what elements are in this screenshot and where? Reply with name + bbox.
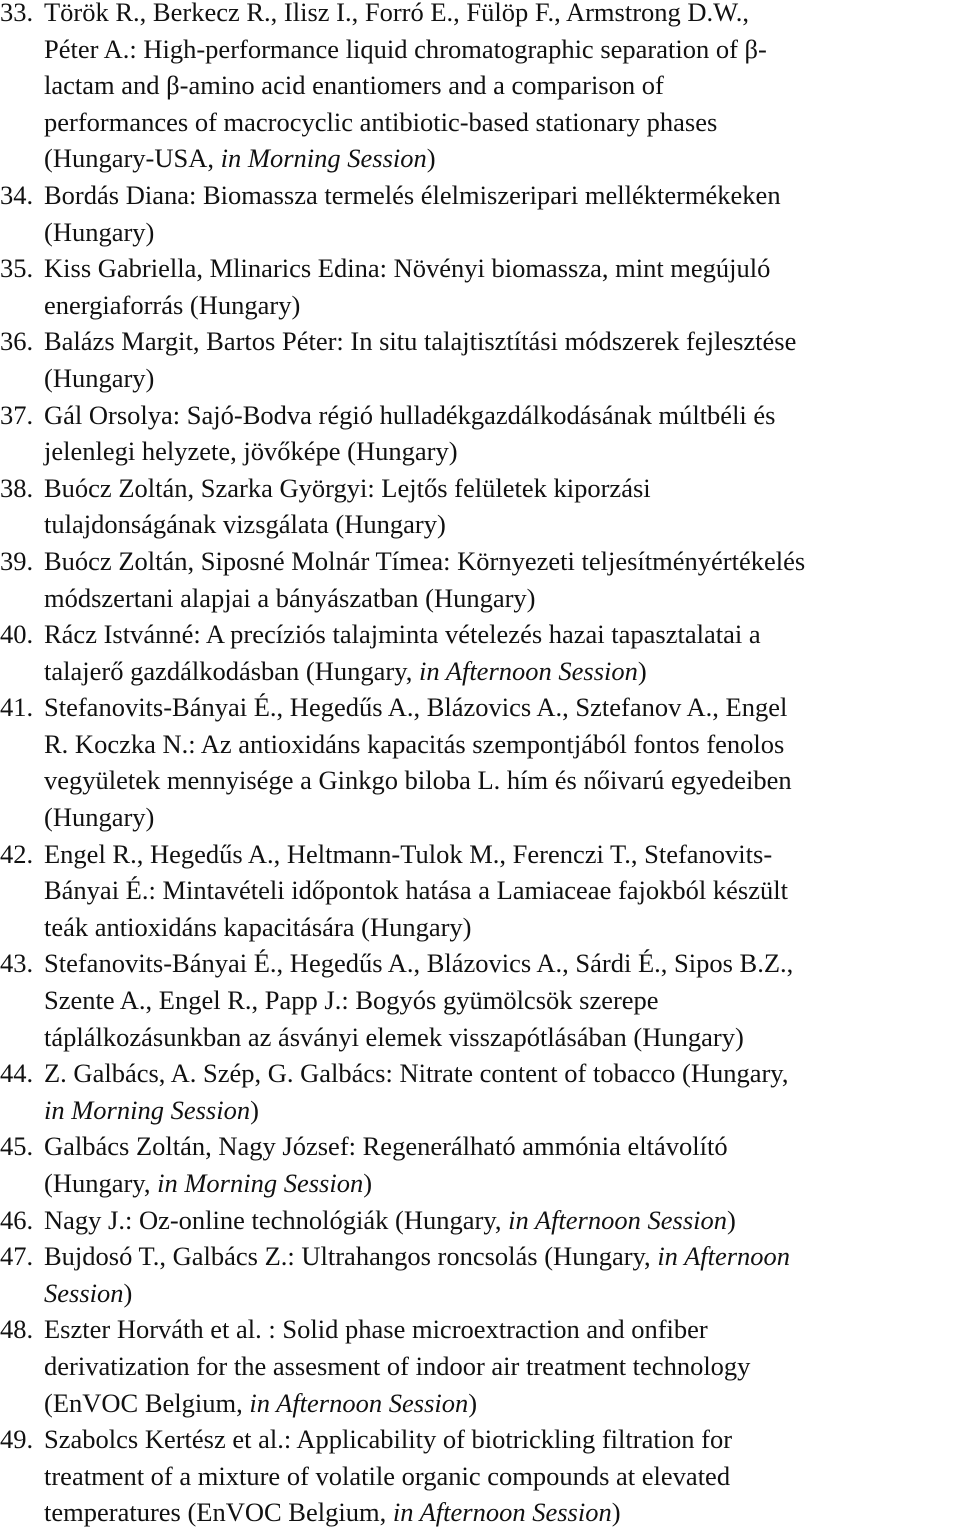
reference-line — [44, 799, 960, 836]
reference-number: 41. — [0, 692, 34, 723]
reference-line — [44, 909, 960, 946]
reference-line — [44, 616, 960, 653]
reference-entry — [0, 1128, 960, 1201]
reference-line — [44, 1019, 960, 1056]
reference-line — [44, 506, 960, 543]
reference-text: tulajdonságának vizsgálata (Hungary) — [44, 509, 446, 540]
reference-text: ) — [611, 1497, 621, 1528]
reference-line — [44, 1055, 960, 1092]
reference-text: Nagy J.: Oz-online technológiák (Hungary, — [44, 1204, 509, 1235]
reference-text: energiaforrás (Hungary) — [44, 289, 301, 320]
reference-line — [44, 1458, 960, 1495]
reference-entry — [0, 323, 960, 396]
reference-entry — [0, 616, 960, 689]
reference-text: Z. Galbács, A. Szép, G. Galbács: Nitrate content of tobacco (Hungary, — [44, 1058, 789, 1089]
reference-text: Stefanovits-Bányai É., Hegedűs A., Blázovics A., Sztefanov A., Engel — [44, 692, 788, 723]
reference-text: Galbács Zoltán, Nagy József: Regenerálható ammónia eltávolító — [44, 1131, 728, 1162]
reference-text: (EnVOC Belgium, — [44, 1387, 250, 1418]
reference-number: 48. — [0, 1314, 34, 1345]
reference-text: ) — [426, 143, 436, 174]
reference-number: 37. — [0, 399, 34, 430]
reference-number: 35. — [0, 253, 34, 284]
reference-text: ) — [727, 1204, 736, 1235]
reference-text: Gál Orsolya: Sajó-Bodva régió hulladékgazdálkodásának múltbéli és — [44, 399, 776, 430]
reference-text: ) — [468, 1387, 478, 1418]
reference-line — [44, 945, 960, 982]
reference-text: (Hungary, — [44, 1168, 158, 1198]
reference-number: 38. — [0, 472, 34, 503]
reference-number: 34. — [0, 179, 34, 210]
reference-text: vegyületek mennyisége a Ginkgo biloba L. hím és nőivarú egyedeiben — [44, 765, 792, 796]
reference-text: teák antioxidáns kapacitására (Hungary) — [44, 911, 472, 942]
reference-text: performances of macrocyclic antibiotic-based stationary phases — [44, 106, 718, 137]
reference-line — [44, 250, 960, 287]
reference-line — [44, 1348, 960, 1385]
reference-number: 36. — [0, 326, 34, 357]
session-note: in Afternoon Session — [249, 1387, 469, 1418]
reference-entry — [0, 689, 960, 835]
reference-line — [44, 140, 960, 177]
reference-line — [44, 433, 960, 470]
reference-number: 43. — [0, 948, 34, 979]
reference-entry — [0, 1421, 960, 1531]
reference-entry — [0, 0, 960, 177]
reference-text: Szente A., Engel R., Papp J.: Bogyós gyümölcsök szerepe — [44, 985, 659, 1016]
reference-number: 39. — [0, 545, 34, 576]
reference-line — [44, 689, 960, 726]
reference-text: Bányai É.: Mintavételi időpontok hatása a Lamiaceae fajokból készült — [44, 875, 788, 906]
reference-text: Bordás Diana: Biomassza termelés élelmiszeripari melléktermékeken — [44, 179, 781, 210]
reference-line — [44, 543, 960, 580]
session-note: Session — [44, 1277, 124, 1308]
reference-number: 49. — [0, 1424, 34, 1455]
reference-text: Balázs Margit, Bartos Péter: In situ talajtisztítási módszerek fejlesztése — [44, 326, 797, 357]
reference-text: Rácz Istvánné: A precíziós talajminta vételezés hazai tapasztalatai a — [44, 619, 761, 650]
reference-line — [44, 836, 960, 873]
reference-text: Kiss Gabriella, Mlinarics Edina: Növényi biomassza, mint megújuló — [44, 253, 771, 284]
reference-line — [44, 177, 960, 214]
reference-line — [44, 397, 960, 434]
reference-line — [44, 360, 960, 397]
reference-entry — [0, 470, 960, 543]
reference-entry — [0, 1311, 960, 1421]
reference-line — [44, 1494, 960, 1531]
reference-text: módszertani alapjai a bányászatban (Hungary) — [44, 582, 536, 613]
reference-entry — [0, 250, 960, 323]
reference-line — [44, 1421, 960, 1458]
reference-line — [44, 214, 960, 251]
reference-entry — [0, 397, 960, 470]
reference-line — [44, 470, 960, 507]
reference-number: 33. — [0, 0, 34, 27]
reference-number: 45. — [0, 1131, 34, 1162]
reference-text: Buócz Zoltán, Siposné Molnár Tímea: Környezeti teljesítményértékelés — [44, 545, 806, 576]
reference-text: Bujdosó T., Galbács Z.: Ultrahangos roncsolás (Hungary, — [44, 1241, 658, 1272]
reference-line — [44, 1202, 960, 1239]
session-note: in Morning Session — [44, 1094, 251, 1125]
reference-text: Szabolcs Kertész et al.: Applicability of biotrickling filtration for — [44, 1424, 733, 1455]
session-note: in Morning Session — [157, 1168, 364, 1198]
reference-line — [44, 1128, 960, 1165]
reference-text: treatment of a mixture of volatile organic compounds at elevated — [44, 1460, 731, 1491]
reference-text: (Hungary-USA, — [44, 143, 221, 174]
reference-line — [44, 1275, 960, 1312]
session-note: in Afternoon — [657, 1241, 791, 1272]
reference-line — [44, 323, 960, 360]
reference-line — [44, 653, 960, 690]
reference-text: Engel R., Hegedűs A., Heltmann-Tulok M., Ferenczi T., Stefanovits- — [44, 838, 773, 869]
reference-text: derivatization for the assesment of indoor air treatment technology — [44, 1350, 751, 1381]
reference-line — [44, 31, 960, 68]
reference-text: táplálkozásunkban az ásványi elemek visszapótlásában (Hungary) — [44, 1021, 744, 1052]
reference-number: 46. — [0, 1204, 34, 1235]
reference-text: Buócz Zoltán, Szarka Györgyi: Lejtős felületek kiporzási — [44, 472, 651, 503]
reference-text: (Hungary) — [44, 216, 155, 247]
reference-number: 47. — [0, 1241, 34, 1272]
reference-number: 40. — [0, 619, 34, 650]
reference-text: (Hungary) — [44, 362, 155, 393]
reference-text: talajerő gazdálkodásban (Hungary, — [44, 655, 420, 686]
reference-text: ) — [250, 1094, 259, 1125]
reference-line — [44, 726, 960, 763]
session-note: in Afternoon Session — [508, 1204, 727, 1235]
reference-text: ) — [123, 1277, 133, 1308]
reference-number: 44. — [0, 1058, 34, 1089]
reference-line — [44, 67, 960, 104]
reference-line — [44, 762, 960, 799]
session-note: in Morning Session — [220, 143, 427, 174]
reference-line — [44, 1165, 960, 1202]
reference-text: Stefanovits-Bányai É., Hegedűs A., Blázovics A., Sárdi É., Sipos B.Z., — [44, 948, 794, 979]
reference-text: ) — [637, 655, 647, 686]
reference-text: Eszter Horváth et al. : Solid phase microextraction and onfiber — [44, 1314, 708, 1345]
reference-text: Török R., Berkecz R., Ilisz I., Forró E., Fülöp F., Armstrong D.W., — [44, 0, 749, 27]
reference-line — [44, 872, 960, 909]
reference-line — [44, 580, 960, 617]
reference-line — [44, 982, 960, 1019]
reference-line — [44, 1238, 960, 1275]
reference-entry — [0, 177, 960, 250]
reference-text: (Hungary) — [44, 802, 155, 833]
reference-line — [44, 287, 960, 324]
reference-text: Péter A.: High-performance liquid chromatographic separation of β- — [44, 33, 767, 64]
reference-text: temperatures (EnVOC Belgium, — [44, 1497, 393, 1528]
reference-text: jelenlegi helyzete, jövőképe (Hungary) — [44, 436, 458, 467]
reference-entry — [0, 1055, 960, 1128]
reference-line — [44, 0, 960, 31]
reference-entry — [0, 1238, 960, 1311]
reference-number: 42. — [0, 838, 34, 869]
session-note: in Afternoon Session — [392, 1497, 612, 1528]
reference-text: ) — [363, 1168, 373, 1198]
reference-line — [44, 104, 960, 141]
reference-entry — [0, 543, 960, 616]
reference-text: R. Koczka N.: Az antioxidáns kapacitás szempontjából fontos fenolos — [44, 728, 785, 759]
reference-entry — [0, 836, 960, 946]
reference-entry — [0, 1202, 960, 1239]
session-note: in Afternoon Session — [419, 655, 638, 686]
reference-text: lactam and β-amino acid enantiomers and a comparison of — [44, 70, 664, 101]
reference-line — [44, 1092, 960, 1129]
reference-entry — [0, 945, 960, 1055]
reference-line — [44, 1385, 960, 1422]
reference-line — [44, 1311, 960, 1348]
